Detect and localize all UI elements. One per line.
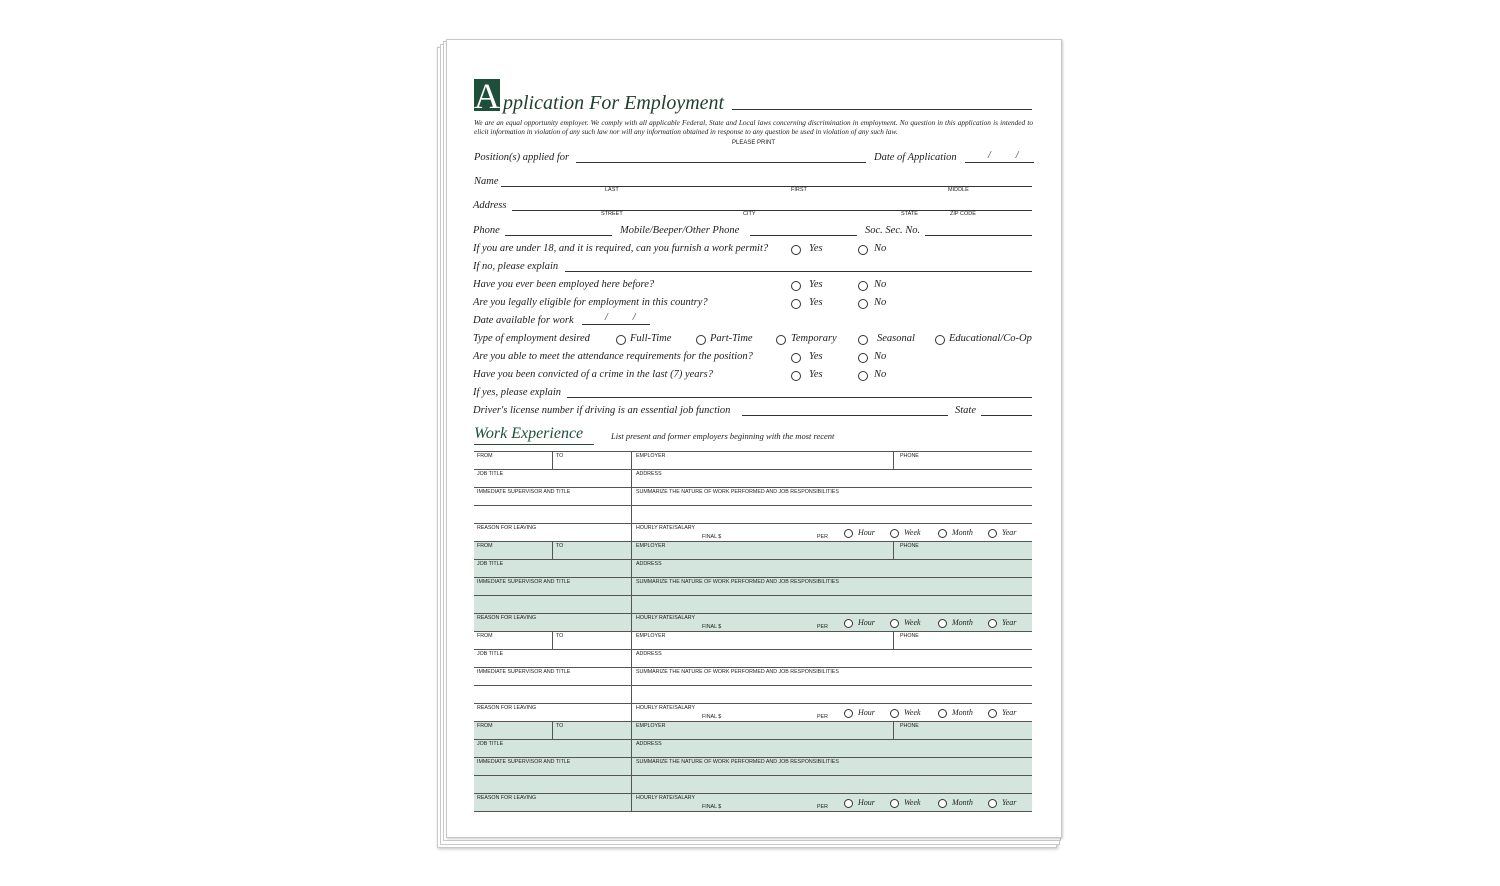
ssn-field[interactable] [925, 235, 1032, 236]
block-rule [474, 757, 1032, 758]
work-experience-title: Work Experience [474, 425, 584, 442]
reason-caption: REASON FOR LEAVING [477, 795, 537, 801]
block-divider [552, 631, 553, 649]
per-hour-radio[interactable] [844, 529, 853, 538]
per-month-label: Month [952, 798, 973, 807]
ssn-label: Soc. Sec. No. [865, 225, 921, 236]
block-rule [474, 559, 1032, 560]
license-state-field[interactable] [981, 415, 1032, 416]
if-no-field[interactable] [565, 271, 1032, 272]
convicted-yes-radio[interactable] [791, 371, 801, 381]
address-zip-caption: ZIP CODE [950, 211, 976, 217]
per-month-label: Month [952, 708, 973, 717]
per-year-radio[interactable] [988, 529, 997, 538]
address-caption: ADDRESS [636, 651, 662, 657]
per-caption: PER [817, 804, 828, 810]
to-caption: TO [556, 723, 564, 729]
block-rule [474, 667, 1032, 668]
employer-block-1 [474, 451, 1032, 541]
summarize-caption: SUMMARIZE THE NATURE OF WORK PERFORMED AND JOB RESPONSIBILITIES [636, 759, 839, 765]
block-rule [474, 811, 1032, 812]
type-educational-radio[interactable] [935, 335, 945, 345]
job-title-caption: JOB TITLE [477, 741, 504, 747]
title-rule [732, 109, 1032, 110]
work-experience-subtitle: List present and former employers beginning with the most recent [611, 431, 835, 441]
per-month-radio[interactable] [938, 709, 947, 718]
logo-letter: A [474, 79, 500, 111]
date-slashes: / / [988, 150, 1019, 161]
reason-caption: REASON FOR LEAVING [477, 705, 537, 711]
per-hour-label: Hour [858, 798, 875, 807]
rate-caption: HOURLY RATE/SALARY [636, 525, 696, 531]
to-caption: TO [556, 633, 564, 639]
work-permit-no-label: No [874, 243, 887, 254]
per-week-radio[interactable] [890, 619, 899, 628]
block-divider [893, 631, 894, 649]
per-hour-radio[interactable] [844, 619, 853, 628]
job-title-caption: JOB TITLE [477, 651, 504, 657]
convicted-no-label: No [874, 369, 887, 380]
employed-before-yes-label: Yes [809, 279, 823, 290]
if-yes-label: If yes, please explain [473, 387, 562, 398]
employed-before-question: Have you ever been employed here before? [473, 279, 655, 290]
eeo-statement: We are an equal opportunity employer. We comply with all applicable Federal, State and Local laws concerning discrimination in employment. No question in this application is intended to elicit information in violation of any such law nor will any information obtained in response to any question be used in violation of any such law. [474, 118, 1033, 136]
eligible-yes-radio[interactable] [791, 299, 801, 309]
per-hour-radio[interactable] [844, 709, 853, 718]
attendance-yes-radio[interactable] [791, 353, 801, 363]
per-year-label: Year [1002, 708, 1017, 717]
eligible-no-radio[interactable] [858, 299, 868, 309]
reason-caption: REASON FOR LEAVING [477, 615, 537, 621]
block-rule [474, 577, 1032, 578]
supervisor-caption: IMMEDIATE SUPERVISOR AND TITLE [477, 579, 571, 585]
block-rule [474, 523, 1032, 524]
phone-label: Phone [473, 225, 500, 236]
block-divider [631, 541, 632, 631]
per-week-radio[interactable] [890, 799, 899, 808]
attendance-question: Are you able to meet the attendance requirements for the position? [473, 351, 753, 362]
address-street-caption: STREET [601, 211, 623, 217]
type-educational-label: Educational/Co-Op [949, 333, 1032, 344]
date-of-application-field[interactable] [965, 162, 1034, 163]
block-divider [893, 451, 894, 469]
type-temporary-label: Temporary [791, 333, 837, 344]
per-hour-label: Hour [858, 528, 875, 537]
eligible-no-label: No [874, 297, 887, 308]
per-week-label: Week [904, 708, 921, 717]
form-title: pplication For Employment [503, 92, 725, 114]
date-of-application-label: Date of Application [874, 152, 957, 163]
per-hour-radio[interactable] [844, 799, 853, 808]
employer-caption: EMPLOYER [636, 543, 666, 549]
block-divider [893, 721, 894, 739]
per-week-label: Week [904, 798, 921, 807]
block-rule [474, 721, 1032, 722]
final-caption: FINAL $ [702, 714, 722, 720]
employed-before-yes-radio[interactable] [791, 281, 801, 291]
license-state-label: State [955, 405, 976, 416]
name-label: Name [474, 176, 499, 187]
rate-caption: HOURLY RATE/SALARY [636, 705, 696, 711]
type-seasonal-label: Seasonal [877, 333, 915, 344]
block-rule [474, 649, 1032, 650]
block-divider [631, 631, 632, 721]
job-title-caption: JOB TITLE [477, 561, 504, 567]
per-week-label: Week [904, 528, 921, 537]
employed-before-no-radio[interactable] [858, 281, 868, 291]
employment-type-label: Type of employment desired [473, 333, 590, 344]
per-month-radio[interactable] [938, 619, 947, 628]
mobile-field[interactable] [750, 235, 857, 236]
type-part-time-label: Part-Time [710, 333, 753, 344]
final-caption: FINAL $ [702, 534, 722, 540]
type-seasonal-radio[interactable] [858, 335, 868, 345]
work-permit-yes-radio[interactable] [791, 245, 801, 255]
work-permit-no-radio[interactable] [858, 245, 868, 255]
block-divider [552, 721, 553, 739]
block-rule [474, 685, 1032, 686]
per-week-radio[interactable] [890, 709, 899, 718]
work-experience-underline [474, 444, 594, 445]
rate-caption: HOURLY RATE/SALARY [636, 795, 696, 801]
block-rule [474, 451, 1032, 452]
block-rule [474, 703, 1032, 704]
type-full-time-label: Full-Time [630, 333, 672, 344]
block-divider [631, 721, 632, 811]
employer-caption: EMPLOYER [636, 723, 666, 729]
employer-block-3 [474, 631, 1032, 721]
eligible-yes-label: Yes [809, 297, 823, 308]
block-rule [474, 469, 1032, 470]
attendance-no-label: No [874, 351, 887, 362]
convicted-no-radio[interactable] [858, 371, 868, 381]
block-rule [474, 595, 1032, 596]
block-divider [631, 451, 632, 541]
block-rule [474, 505, 1032, 506]
employer-block-4 [474, 721, 1032, 811]
block-divider [893, 541, 894, 559]
address-city-caption: CITY [743, 211, 756, 217]
per-month-radio[interactable] [938, 529, 947, 538]
supervisor-caption: IMMEDIATE SUPERVISOR AND TITLE [477, 669, 571, 675]
attendance-no-radio[interactable] [858, 353, 868, 363]
phone-caption: PHONE [900, 723, 919, 729]
employer-block-2 [474, 541, 1032, 631]
name-last-caption: LAST [605, 187, 619, 193]
supervisor-caption: IMMEDIATE SUPERVISOR AND TITLE [477, 759, 571, 765]
to-caption: TO [556, 543, 564, 549]
block-rule [474, 739, 1032, 740]
per-year-radio[interactable] [988, 709, 997, 718]
license-label: Driver's license number if driving is an essential job function [473, 405, 731, 416]
per-hour-label: Hour [858, 618, 875, 627]
per-month-radio[interactable] [938, 799, 947, 808]
address-caption: ADDRESS [636, 741, 662, 747]
per-month-label: Month [952, 618, 973, 627]
job-title-caption: JOB TITLE [477, 471, 504, 477]
if-yes-field[interactable] [567, 397, 1032, 398]
block-rule [474, 775, 1032, 776]
from-caption: FROM [477, 633, 493, 639]
employed-before-no-label: No [874, 279, 887, 290]
date-available-label: Date available for work [473, 315, 574, 326]
type-full-time-radio[interactable] [616, 335, 626, 345]
final-caption: FINAL $ [702, 804, 722, 810]
name-first-caption: FIRST [791, 187, 807, 193]
positions-field[interactable] [576, 162, 866, 163]
per-month-label: Month [952, 528, 973, 537]
mobile-label: Mobile/Beeper/Other Phone [620, 225, 740, 236]
block-divider [552, 451, 553, 469]
to-caption: TO [556, 453, 564, 459]
attendance-yes-label: Yes [809, 351, 823, 362]
address-caption: ADDRESS [636, 471, 662, 477]
summarize-caption: SUMMARIZE THE NATURE OF WORK PERFORMED AND JOB RESPONSIBILITIES [636, 489, 839, 495]
phone-field[interactable] [505, 235, 612, 236]
block-rule [474, 613, 1032, 614]
from-caption: FROM [477, 723, 493, 729]
date-available-slashes: / / [605, 312, 636, 323]
supervisor-caption: IMMEDIATE SUPERVISOR AND TITLE [477, 489, 571, 495]
block-rule [474, 487, 1032, 488]
please-print-note: PLEASE PRINT [732, 140, 776, 146]
per-week-radio[interactable] [890, 529, 899, 538]
convicted-yes-label: Yes [809, 369, 823, 380]
per-caption: PER [817, 624, 828, 630]
summarize-caption: SUMMARIZE THE NATURE OF WORK PERFORMED AND JOB RESPONSIBILITIES [636, 579, 839, 585]
work-permit-yes-label: Yes [809, 243, 823, 254]
address-caption: ADDRESS [636, 561, 662, 567]
per-year-label: Year [1002, 618, 1017, 627]
employer-caption: EMPLOYER [636, 453, 666, 459]
address-label: Address [473, 200, 507, 211]
phone-caption: PHONE [900, 543, 919, 549]
reason-caption: REASON FOR LEAVING [477, 525, 537, 531]
per-year-label: Year [1002, 528, 1017, 537]
date-available-field[interactable] [582, 324, 650, 325]
per-year-radio[interactable] [988, 799, 997, 808]
license-field[interactable] [742, 415, 948, 416]
work-permit-question: If you are under 18, and it is required, can you furnish a work permit? [473, 243, 769, 254]
from-caption: FROM [477, 543, 493, 549]
name-middle-caption: MIDDLE [948, 187, 969, 193]
block-rule [474, 631, 1032, 632]
type-part-time-radio[interactable] [696, 335, 706, 345]
phone-caption: PHONE [900, 453, 919, 459]
per-caption: PER [817, 714, 828, 720]
per-hour-label: Hour [858, 708, 875, 717]
per-week-label: Week [904, 618, 921, 627]
block-rule [474, 793, 1032, 794]
per-year-label: Year [1002, 798, 1017, 807]
address-state-caption: STATE [901, 211, 918, 217]
positions-label: Position(s) applied for [474, 152, 570, 163]
convicted-question: Have you been convicted of a crime in the last (7) years? [473, 369, 713, 380]
block-rule [474, 541, 1032, 542]
phone-caption: PHONE [900, 633, 919, 639]
type-temporary-radio[interactable] [776, 335, 786, 345]
if-no-label: If no, please explain [473, 261, 559, 272]
summarize-caption: SUMMARIZE THE NATURE OF WORK PERFORMED AND JOB RESPONSIBILITIES [636, 669, 839, 675]
from-caption: FROM [477, 453, 493, 459]
final-caption: FINAL $ [702, 624, 722, 630]
rate-caption: HOURLY RATE/SALARY [636, 615, 696, 621]
eligible-question: Are you legally eligible for employment in this country? [473, 297, 708, 308]
per-caption: PER [817, 534, 828, 540]
employer-caption: EMPLOYER [636, 633, 666, 639]
block-divider [552, 541, 553, 559]
per-year-radio[interactable] [988, 619, 997, 628]
